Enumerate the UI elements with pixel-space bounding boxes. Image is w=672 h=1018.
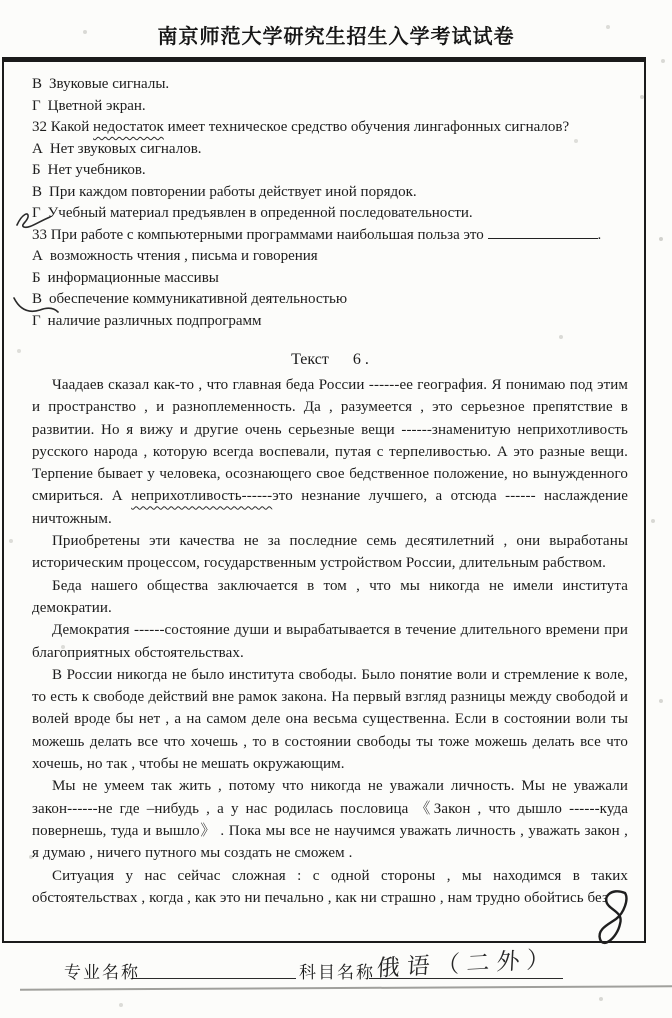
- option-line-g-carryover: [32, 96, 628, 118]
- option-label: Г: [32, 312, 41, 329]
- text6-paragraph-3: Беда нашего общества заключается в том , что мы никогда не имели института демократии.: [32, 577, 628, 616]
- subject-name-label: 科目名称: [299, 963, 375, 982]
- exam-content-frame: [2, 57, 646, 943]
- option-label: В: [32, 76, 43, 92]
- q32-option-b: [32, 160, 628, 182]
- option-text: Звуковые сигналы.: [49, 76, 170, 92]
- option-label: Б: [32, 162, 41, 178]
- q33-option-v-marked: [32, 289, 628, 311]
- text6-heading: Текст 6 .: [291, 351, 369, 368]
- text6-paragraph-1: [32, 374, 628, 530]
- question-33: [32, 225, 628, 247]
- q32-option-g-marked: [32, 203, 628, 225]
- option-text: обеспечение коммуникативной деятельностью: [49, 291, 348, 307]
- option-text: Нет звуковых сигналов.: [49, 140, 202, 157]
- question-text: .: [597, 226, 602, 243]
- text6-paragraph-4: Демократия ------состояние души и вырабатывается в течение длительного времени при благоприятных обстоятельствах.: [32, 622, 628, 661]
- option-label: В: [32, 291, 43, 307]
- major-name-label: 专业名称: [64, 963, 140, 982]
- handwritten-subject-name: 俄语（二外）: [376, 946, 558, 981]
- option-text: При каждом повторении работы действует иной порядок.: [49, 183, 417, 200]
- text6-paragraph-2: Приобретены эти качества не за последние семь десятилетний , они выработаны историческим процессом, государственным устройством России, длительным рабством.: [32, 533, 628, 572]
- q32-option-v: [32, 182, 628, 204]
- option-text: Нет учебников.: [47, 162, 146, 178]
- answer-blank: [488, 225, 598, 239]
- major-name-blank: [133, 956, 296, 979]
- scan-noise: [0, 0, 2, 2]
- option-text: возможность чтения , письма и говорения: [49, 248, 318, 264]
- paragraph-text: это незнание лучшего, а отсюда ------ наслаждение ничтожным.: [32, 488, 628, 527]
- option-text: наличие различных подпрограмм: [47, 312, 262, 329]
- text6-paragraph-5: В России никогда не было института свободы. Было понятие воли и стремление к воле, то есть к свободе действий вне рамок закона. На первый взгляд разницы между свободой и волей вроде бы нет , а на самом деле она весьма существенна. Если в состоянии воли ты можешь делать все что хочешь , то в состоянии свободы ты тоже можешь делать все что хочешь, но так , чтобы не мешать окружающим.: [32, 666, 628, 773]
- option-label: Б: [32, 269, 41, 286]
- option-text: Цветной экран.: [47, 97, 146, 114]
- q33-option-a: [32, 246, 628, 268]
- option-label: Г: [32, 97, 41, 114]
- question-text: имеет техническое средство обучения лингафонных сигналов?: [163, 119, 570, 135]
- q33-option-b: [32, 268, 628, 290]
- text6-paragraph-6: Мы не умеем так жить , потому что никогда не уважали личность. Мы не уважали закон------не где –нибудь , а у нас родилась пословица 《Закон , что дышло ------куда повернешь, туда и вышло》 . Пока мы все не научимся уважать личность , уважать закон , я думаю , ничего путного мы создать не сможем .: [32, 778, 628, 862]
- page-title: 南京师范大学研究生招生入学考试试卷: [157, 26, 515, 48]
- question-text: 33 При работе с компьютерными программами наибольшая польза это: [32, 226, 488, 243]
- option-line-b-carryover: [32, 74, 628, 96]
- option-label: А: [32, 140, 43, 157]
- option-label: А: [32, 248, 43, 264]
- q32-option-a: [32, 139, 628, 161]
- underlined-word: недостаток: [93, 119, 164, 135]
- option-text: Учебный материал предъявлен в опреденной последовательности.: [47, 205, 473, 221]
- option-label: В: [32, 183, 43, 200]
- option-text: информационные массивы: [47, 269, 219, 286]
- text6-paragraph-7: Ситуация у нас сейчас сложная : с одной стороны , мы находимся в таких обстоятельствах , когда , как это ни печально , как ни страшно , нам трудно обойтись без: [32, 867, 628, 906]
- question-text: 32 Какой: [32, 119, 94, 135]
- q33-option-g: [32, 311, 628, 333]
- question-32: [32, 117, 628, 139]
- option-label: Г: [32, 205, 41, 221]
- paragraph-text: Чаадаев сказал как-то , что главная беда России ------ее география. Я понимаю под этим и пространство , и разноплеменность. Да , разумеется , это серьезное препятствие в развитии. Но я вижу и другие очень серьезные вещи ------знаменитую неприхотливость русского народа , которую всегда воспевали, путая с терпеливостью. А это разные вещи. Терпение бывает у человека, осознающего свое бедственное положение, но вынужденного смириться. А: [32, 377, 628, 505]
- underlined-phrase: неприхотливость------: [131, 488, 273, 505]
- handwritten-page-number: [592, 888, 638, 954]
